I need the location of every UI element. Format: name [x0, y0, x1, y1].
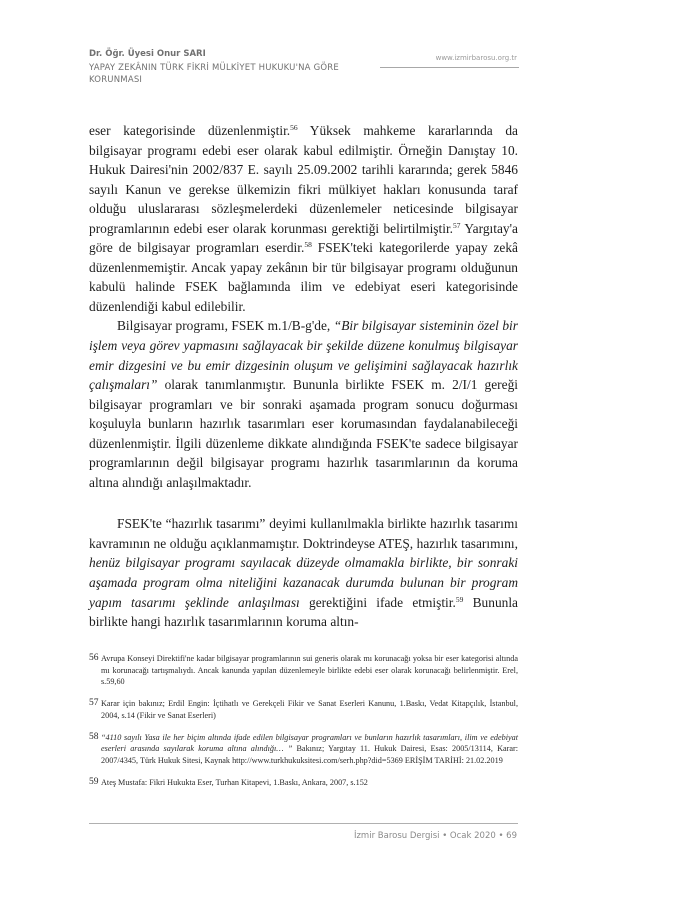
footnote-text: Avrupa Konseyi Direktifi'ne kadar bilgisayar programlarının sui generis olarak mı korunacağı yoksa bir eser kategorisi altında mı korunacağı tartışmalıydı. Ancak kanunda yapılan düzenlemeyle birlikte edebi eser olarak korunacağı belirlenmiştir. Erel, s.59,60 [101, 654, 518, 687]
paragraph-text: Yüksek mahkeme kararlarında da bilgisayar programı edebi eser olarak kabul edilmiştir. Örneğin Danıştay 10. Hukuk Dairesi'nin 2002/837 E. sayılı 25.09.2002 tarihli kararında; gerek 5846 sayılı Kanun ve gerekse ülkemizin fikri mülkiyet hakları konusunda taraf olduğu uluslararası sözleşmelerdeki düzenlemeler neticesinde bilgisayar programlarının edebi eser olarak korunması gerektiği belirtilmiştir. [89, 123, 518, 236]
header-journal-url: www.izmirbarosu.org.tr [435, 54, 517, 62]
footnotes [89, 653, 518, 798]
footnote-ref-56[interactable]: 56 [290, 123, 298, 132]
footnote-text: Bakınız; Yargıtay 11. Hukuk Dairesi, Esas: 2005/13114, Karar: 2007/4345, Türk Hukuk Sitesi, Kaynak http://www.turkhukuksitesi.com/serh.php?did=5369 ERİŞİM TARİHİ: 21.02.2019 [101, 744, 518, 765]
paragraph-text: Bilgisayar programı, FSEK m.1/B-g'de, [117, 318, 334, 334]
footnote-text: Ateş Mustafa: Fikri Hukukta Eser, Turhan Kitapevi, 1.Baskı, Ankara, 2007, s.152 [101, 777, 368, 787]
footnote-quote: “4110 sayılı Yasa ile her biçim altında ifade edilen bilgisayar programları ve bunların hazırlık tasarımları, ilim ve edebiyat eserleri arasında sayılarak koruma altına alındığı… ” [101, 732, 518, 754]
footer-divider [89, 823, 518, 824]
footnote-number: 57 [89, 698, 99, 709]
paragraph-2 [89, 316, 518, 492]
paragraph-text: FSEK'teki kategorilerde yapay zekâ düzenlenmemiştir. Ancak yapay zekânın bir tür bilgisayar programı olduğunun kabulü halinde FSEK bağlamında ilim ve edebiyat eseri kategorisinde düzenlendiği kabul edilebilir. [89, 240, 519, 314]
doctrine-quote: henüz bilgisayar programı sayılacak düzeyde olmamakla birlikte, bir sonraki aşamada program olma niteliğini kazanacak durumda bulunan bir program yapım tasarımı şeklinde anlaşılması [89, 555, 518, 610]
footnote-ref-59[interactable]: 59 [455, 594, 464, 604]
footnote-number: 56 [89, 653, 99, 663]
header-author: Dr. Öğr. Üyesi Onur SARI [89, 49, 206, 59]
footnote-ref-58[interactable]: 58 [304, 240, 312, 250]
paragraph-text: eser kategorisinde düzenlenmiştir. [89, 123, 291, 138]
paragraph-1 [89, 121, 518, 316]
footnote [89, 777, 518, 789]
footnote-text: Karar için bakınız; Erdil Engin: İçtihatlı ve Gerekçeli Fikir ve Sanat Eserleri Kanunu, 1.Baskı, Vedat Kitapçılık, İstanbul, 2004, s.14 (Fikir ve Sanat Eserleri) [101, 699, 518, 720]
paragraph-text: Yargıtay'a göre de bilgisayar programları eserdir. [89, 220, 518, 256]
footnote-number: 59 [89, 776, 99, 787]
footnote-number: 58 [89, 731, 99, 742]
header-article-title: YAPAY ZEKÂNIN TÜRK FİKRİ MÜLKİYET HUKUKU'NA GÖRE KORUNMASI [89, 63, 339, 85]
paragraph-text: olarak tanımlanmıştır. Bununla birlikte FSEK m. 2/I/1 gereği bilgisayar programları ve bir sonraki aşamada program sonucu doğurması koşuluyla bunların hazırlık tasarımları eser korumasından faydalanabileceği düzenlenmiştir. İlgili düzenleme dikkate alındığında FSEK'te sadece bilgisayar programlarının değil bilgisayar programı hazırlık tasarımlarının da koruma altına alındığı anlaşılmaktadır. [89, 377, 518, 490]
footnote [89, 732, 518, 767]
article-body [89, 121, 518, 632]
paragraph-text: gerektiğini ifade etmiştir. [299, 594, 456, 610]
footnote [89, 653, 518, 688]
footnote [89, 698, 518, 721]
paragraph-text: FSEK'te “hazırlık tasarımı” deyimi kullanılmakla birlikte hazırlık tasarımı kavramının ne olduğu açıklanmamıştır. Doktrindeyse ATEŞ, hazırlık tasarımını, [89, 516, 518, 551]
law-quote: “Bir bilgisayar sisteminin özel bir işlem veya görev yapmasını sağlayacak bir şekilde düzene konulmuş bilgisayar emir dizgesini ve bu emir dizgesinin oluşum ve gelişimini sağlayacak hazırlık çalışmaları” [89, 318, 518, 393]
footnote-ref-57[interactable]: 57 [453, 220, 461, 230]
paragraph-text: Bununla birlikte hangi hazırlık tasarımlarının koruma altın- [89, 594, 518, 630]
page-footer: İzmir Barosu Dergisi • Ocak 2020 • 69 [353, 831, 517, 841]
paragraph-3 [89, 514, 518, 631]
header-divider [380, 67, 519, 68]
